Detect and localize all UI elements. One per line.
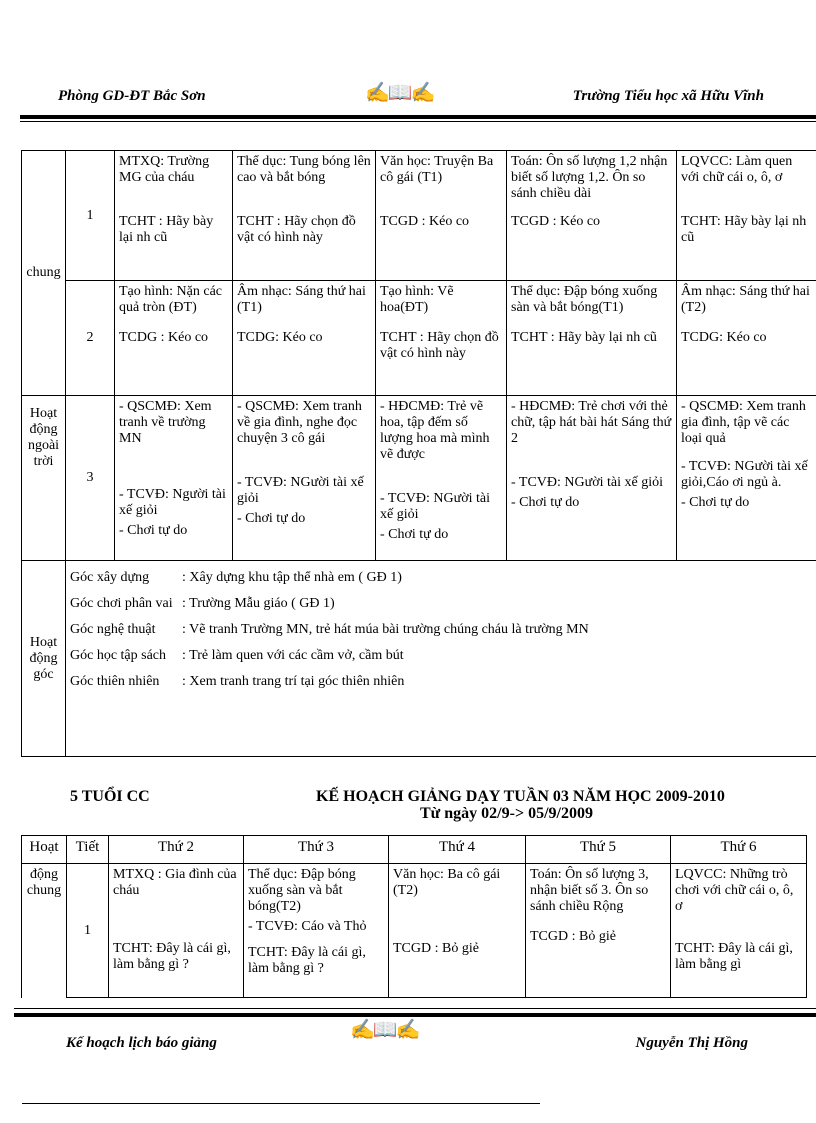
schedule-cell: [109, 864, 244, 998]
cell-lesson: Văn học: Truyện Ba cô gái (T1): [380, 154, 494, 185]
cell-lesson: - QSCMĐ: Xem tranh gia đình, tập vẽ các loại quả: [681, 399, 806, 446]
header-rule-thick: [20, 115, 816, 119]
weekly-schedule-table: [21, 150, 816, 757]
cell-game: - TCVĐ: NGười tài xế giỏi: [380, 491, 491, 522]
cell-lesson: Toán: Ôn số lượng 3, nhận biết số 3. Ôn so sánh chiều Rộng: [530, 867, 649, 914]
cell-game: TCHT : Hãy chọn đồ vật có hình này: [380, 330, 499, 361]
cell-lesson: - QSCMĐ: Xem tranh về gia đình, nghe đọc chuyện 3 cô gái: [237, 399, 362, 446]
schedule-cell: [376, 396, 507, 561]
cell-lesson: Thể dục: Đập bóng xuống sàn và bắt bóng(T2): [248, 867, 356, 914]
table-row: [22, 396, 816, 561]
schedule-cell: [507, 281, 677, 396]
table-row: [22, 561, 816, 757]
schedule-cell: [677, 396, 816, 561]
cell-game: TCGD : Kéo co: [511, 214, 601, 229]
cell-lesson: LQVCC: Những trò chơi với chữ cái o, ô, ơ: [675, 867, 794, 914]
period-number: 2: [66, 281, 115, 396]
corner-item: [70, 595, 812, 613]
cell-free-play: - Chơi tự do: [237, 511, 306, 526]
cell-lesson: - QSCMĐ: Xem tranh về trường MN: [119, 399, 212, 446]
cell-game: TCHT: Đây là cái gì, làm bằng gì: [675, 941, 793, 972]
period-number: 3: [66, 396, 115, 561]
column-header: Thứ 3: [244, 836, 389, 864]
cell-extra-game: - TCVĐ: Cáo và Thỏ: [248, 919, 367, 934]
cell-lesson: Tạo hình: Nặn các quả tròn (ĐT): [119, 284, 223, 315]
cell-lesson: LQVCC: Làm quen với chữ cái o, ô, ơ: [681, 154, 793, 185]
corner-name: Góc xây dựng: [70, 570, 150, 585]
schedule-cell: [233, 281, 376, 396]
activity-label: Hoạt động ngoài trời: [22, 396, 66, 561]
bottom-line: [22, 1103, 540, 1104]
schedule-cell: [677, 151, 816, 281]
schedule-cell: [115, 396, 233, 561]
cell-game: - TCVĐ: NGười tài xế giỏi,Cáo ơi ngủ à.: [681, 459, 808, 490]
corner-desc: : Xem tranh trang trí tại góc thiên nhiên: [182, 674, 405, 689]
schedule-cell: [233, 151, 376, 281]
cell-lesson: MTXQ: Trường MG của cháu: [119, 154, 210, 185]
activity-label: chung: [22, 151, 66, 396]
cell-game: TCHT : Hãy bày lại nh cũ: [511, 330, 657, 345]
cell-lesson: Thể dục: Tung bóng lên cao và bắt bóng: [237, 154, 371, 185]
footer-document-title: Kế hoạch lịch báo giảng: [66, 1035, 217, 1051]
schedule-cell: [376, 281, 507, 396]
schedule-cell: [244, 864, 389, 998]
schedule-cell: [671, 864, 807, 998]
corner-item: [70, 621, 812, 639]
corner-desc: : Xây dựng khu tập thể nhà em ( GĐ 1): [182, 570, 402, 585]
header-school-office: Phòng GD-ĐT Bắc Sơn: [58, 88, 206, 104]
period-number: 1: [67, 864, 109, 998]
cell-lesson: - HĐCMĐ: Trẻ vẽ hoa, tập đếm số lượng hoa mà mình vẽ được: [380, 399, 490, 462]
cell-free-play: - Chơi tự do: [119, 523, 188, 538]
activity-label: động chung: [22, 864, 67, 998]
cell-game: TCHT : Hãy bày lại nh cũ: [119, 214, 214, 245]
corner-desc: : Vẽ tranh Trường MN, trẻ hát múa bài trường chúng cháu là trường MN: [182, 622, 589, 637]
cell-game: TCDG : Kéo co: [119, 330, 209, 345]
cell-lesson: Văn học: Ba cô gái (T2): [393, 867, 501, 898]
schedule-cell: [526, 864, 671, 998]
footer-ornament: ✍📖✍: [350, 1019, 419, 1041]
cell-lesson: Tạo hình: Vẽ hoa(ĐT): [380, 284, 454, 315]
cell-game: TCHT : Hãy chọn đồ vật có hình này: [237, 214, 356, 245]
cell-game: TCGD : Bỏ giẻ: [530, 929, 616, 944]
schedule-cell: [677, 281, 816, 396]
footer-author-name: Nguyễn Thị Hồng: [635, 1035, 748, 1051]
cell-game: - TCVĐ: NGười tài xế giỏi: [511, 475, 663, 490]
corner-name: Góc học tập sách: [70, 648, 167, 663]
schedule-cell: [115, 281, 233, 396]
header-school-name: Trường Tiểu học xã Hữu Vĩnh: [572, 88, 764, 104]
column-header: Thứ 4: [389, 836, 526, 864]
corner-desc: : Trẻ làm quen với các cầm vở, cầm bút: [182, 648, 404, 663]
corner-name: Góc nghệ thuật: [70, 622, 156, 637]
footer-rule-thin: [14, 1008, 816, 1009]
cell-lesson: - HĐCMĐ: Trẻ chơi với thẻ chữ, tập hát bài hát Sáng thứ 2: [511, 399, 672, 446]
corner-item: [70, 647, 812, 665]
column-header: Hoạt: [22, 836, 67, 864]
plan-date-range: Từ ngày 02/9-> 05/9/2009: [420, 805, 593, 822]
week3-schedule-table: [21, 835, 807, 998]
cell-game: - TCVĐ: NGười tài xế giỏi: [237, 475, 364, 506]
header-ornament: ✍📖✍: [365, 82, 434, 104]
cell-free-play: - Chơi tự do: [681, 495, 750, 510]
corner-name: Góc thiên nhiên: [70, 674, 160, 689]
cell-game: - TCVĐ: Người tài xế giỏi: [119, 487, 226, 518]
header-rule-thin: [20, 121, 816, 122]
plan-title: KẾ HOẠCH GIẢNG DẠY TUẦN 03 NĂM HỌC 2009-2010: [316, 788, 725, 805]
cell-lesson: Toán: Ôn số lượng 1,2 nhận biết số lượng 1,2. Ôn so sánh chiều dài: [511, 154, 668, 201]
cell-game: TCGD : Kéo co: [380, 214, 470, 229]
cell-lesson: MTXQ : Gia đình của cháu: [113, 867, 237, 898]
period-number: 1: [66, 151, 115, 281]
cell-lesson: Âm nhạc: Sáng thứ hai (T2): [681, 284, 810, 315]
corner-item: [70, 673, 812, 691]
corner-name: Góc chơi phân vai: [70, 596, 173, 611]
table-header-row: [22, 836, 807, 864]
column-header: Thứ 2: [109, 836, 244, 864]
cell-game: TCDG: Kéo co: [237, 330, 323, 345]
schedule-cell: [233, 396, 376, 561]
schedule-cell: [376, 151, 507, 281]
cell-lesson: Âm nhạc: Sáng thứ hai (T1): [237, 284, 366, 315]
table-row: [22, 864, 807, 998]
cell-game: TCDG: Kéo co: [681, 330, 767, 345]
corner-activities: [66, 561, 816, 757]
schedule-cell: [115, 151, 233, 281]
cell-free-play: - Chơi tự do: [511, 495, 580, 510]
corner-desc: : Trường Mẫu giáo ( GĐ 1): [182, 596, 335, 611]
column-header: Thứ 5: [526, 836, 671, 864]
schedule-cell: [389, 864, 526, 998]
cell-game: TCGD : Bỏ giẻ: [393, 941, 479, 956]
table-row: [22, 281, 816, 396]
corner-item: [70, 569, 812, 587]
column-header: Tiết: [67, 836, 109, 864]
activity-label: Hoạt động góc: [22, 561, 66, 757]
cell-game: TCHT: Đây là cái gì, làm bằng gì ?: [113, 941, 231, 972]
cell-lesson: Thể dục: Đập bóng xuống sàn và bắt bóng(T1): [511, 284, 658, 315]
cell-game: TCHT: Đây là cái gì, làm bằng gì ?: [248, 945, 366, 976]
column-header: Thứ 6: [671, 836, 807, 864]
cell-free-play: - Chơi tự do: [380, 527, 449, 542]
class-label: 5 TUỔI CC: [70, 788, 150, 805]
schedule-cell: [507, 396, 677, 561]
table-row: [22, 151, 816, 281]
schedule-cell: [507, 151, 677, 281]
cell-game: TCHT: Hãy bày lại nh cũ: [681, 214, 807, 245]
